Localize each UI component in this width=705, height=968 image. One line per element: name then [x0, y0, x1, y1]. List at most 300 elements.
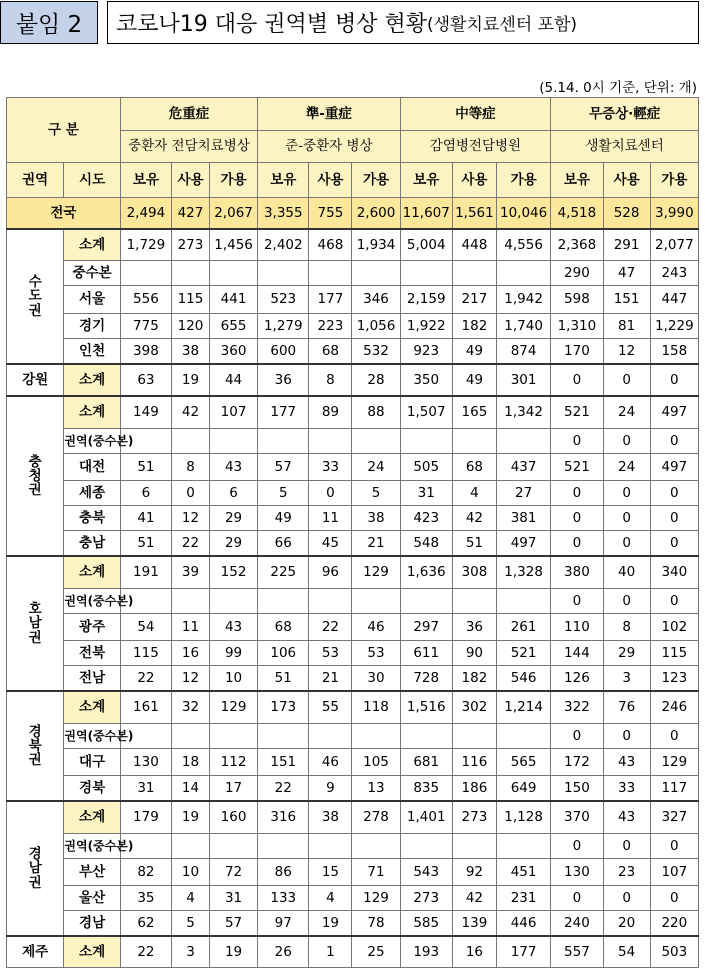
cell-value [496, 589, 550, 614]
cell-value: 1,401 [400, 801, 452, 834]
city-name: 울산 [64, 886, 120, 911]
category-moderate: 中等症 [400, 98, 551, 131]
table-row [7, 859, 699, 886]
category-semi-critical-desc: 준-중환자 병상 [258, 131, 400, 163]
attachment-label: 붙임 2 [0, 1, 98, 44]
cell-value: 116 [452, 749, 496, 776]
cell-value [400, 724, 452, 749]
cell-value: 42 [172, 396, 210, 429]
subtotal-row [7, 936, 699, 968]
cell-value: 0 [650, 531, 698, 557]
cell-value: 152 [209, 556, 257, 589]
cell-value: 78 [352, 911, 400, 937]
cell-value: 151 [258, 749, 309, 776]
cell-value: 179 [120, 801, 171, 834]
city-name: 소계 [64, 396, 120, 429]
cell-value [258, 834, 309, 859]
table-row [7, 339, 699, 365]
cell-value: 76 [603, 691, 650, 724]
cell-value: 165 [452, 396, 496, 429]
cell-value: 6 [120, 481, 171, 506]
category-critical: 危重症 [120, 98, 257, 131]
national-label: 전국 [7, 198, 121, 230]
cell-value: 0 [650, 481, 698, 506]
cell-value: 150 [551, 776, 603, 802]
cell-value: 21 [352, 531, 400, 557]
cell-value: 923 [400, 339, 452, 365]
cell-value [400, 834, 452, 859]
cell-value: 53 [352, 641, 400, 666]
cell-value: 24 [352, 454, 400, 481]
cell-value: 5 [352, 481, 400, 506]
subheader-used: 사용 [603, 163, 650, 198]
table-row [7, 614, 699, 641]
national-value: 4,518 [551, 198, 603, 230]
cell-value: 5 [258, 481, 309, 506]
cell-value: 105 [352, 749, 400, 776]
region-name [7, 364, 64, 396]
cell-value: 0 [650, 886, 698, 911]
cell-value: 129 [352, 886, 400, 911]
cell-value: 9 [309, 776, 352, 802]
cell-value: 0 [650, 589, 698, 614]
cell-value: 182 [452, 314, 496, 339]
cell-value: 89 [309, 396, 352, 429]
cell-value: 556 [120, 286, 171, 314]
city-name: 소계 [64, 801, 120, 834]
cell-value: 0 [551, 724, 603, 749]
cell-value [452, 589, 496, 614]
category-critical-desc: 중환자 전담치료병상 [120, 131, 257, 163]
city-name: 권역(중수본) [64, 834, 120, 859]
cell-value: 22 [309, 614, 352, 641]
cell-value: 36 [452, 614, 496, 641]
cell-value: 66 [258, 531, 309, 557]
cell-value: 0 [650, 724, 698, 749]
national-value: 2,067 [209, 198, 257, 230]
cell-value: 437 [496, 454, 550, 481]
cell-value: 290 [551, 261, 603, 286]
cell-value: 5 [172, 911, 210, 937]
national-value: 427 [172, 198, 210, 230]
cell-value: 0 [551, 506, 603, 531]
cell-value: 161 [120, 691, 171, 724]
cell-value: 82 [120, 859, 171, 886]
city-name: 권역(중수본) [64, 589, 120, 614]
cell-value: 273 [452, 801, 496, 834]
cell-value [209, 261, 257, 286]
city-name: 전북 [64, 641, 120, 666]
cell-value: 18 [172, 749, 210, 776]
cell-value: 543 [400, 859, 452, 886]
category-mild: 무증상·輕症 [551, 98, 699, 131]
cell-value: 96 [309, 556, 352, 589]
cell-value: 22 [172, 531, 210, 557]
cell-value: 370 [551, 801, 603, 834]
city-name: 소계 [64, 229, 120, 261]
cell-value: 24 [603, 396, 650, 429]
cell-value: 172 [551, 749, 603, 776]
cell-value [309, 261, 352, 286]
region-header: 권역 [7, 163, 64, 198]
cell-value: 29 [209, 506, 257, 531]
cell-value: 16 [172, 641, 210, 666]
cell-value: 151 [603, 286, 650, 314]
cell-value: 15 [309, 859, 352, 886]
cell-value: 346 [352, 286, 400, 314]
cell-value: 1,214 [496, 691, 550, 724]
cell-value [452, 261, 496, 286]
page-header [0, 1, 705, 47]
cell-value: 130 [551, 859, 603, 886]
cell-value [496, 834, 550, 859]
subtotal-row [7, 229, 699, 261]
reference-note: (5.14. 0시 기준, 단위: 개) [539, 80, 697, 96]
cell-value: 4 [309, 886, 352, 911]
cell-value: 2,159 [400, 286, 452, 314]
cell-value: 25 [352, 936, 400, 968]
subheader-held: 보유 [258, 163, 309, 198]
cell-value: 42 [452, 506, 496, 531]
region-name [7, 936, 64, 968]
city-name: 부산 [64, 859, 120, 886]
cell-value: 0 [650, 364, 698, 396]
cell-value: 35 [120, 886, 171, 911]
cell-value: 1,922 [400, 314, 452, 339]
cell-value: 302 [452, 691, 496, 724]
city-name: 경기 [64, 314, 120, 339]
subheader-held: 보유 [551, 163, 603, 198]
city-name: 광주 [64, 614, 120, 641]
cell-value: 38 [352, 506, 400, 531]
subheader-available: 가용 [209, 163, 257, 198]
cell-value: 0 [650, 506, 698, 531]
cell-value: 0 [551, 481, 603, 506]
cell-value: 1,229 [650, 314, 698, 339]
cell-value: 1,942 [496, 286, 550, 314]
cell-value: 158 [650, 339, 698, 365]
cell-value: 129 [650, 749, 698, 776]
cell-value: 649 [496, 776, 550, 802]
cell-value: 19 [172, 364, 210, 396]
cell-value: 1,310 [551, 314, 603, 339]
cell-value: 28 [352, 364, 400, 396]
cell-value: 19 [209, 936, 257, 968]
cell-value: 19 [309, 911, 352, 937]
region-name-text: 충청권 [28, 453, 42, 499]
cell-value: 1,636 [400, 556, 452, 589]
cell-value: 223 [309, 314, 352, 339]
cell-value: 728 [400, 666, 452, 692]
cell-value: 112 [209, 749, 257, 776]
cell-value: 217 [452, 286, 496, 314]
cell-value: 327 [650, 801, 698, 834]
cell-value: 13 [352, 776, 400, 802]
cell-value: 447 [650, 286, 698, 314]
city-name: 충북 [64, 506, 120, 531]
cell-value: 92 [452, 859, 496, 886]
cell-value [400, 261, 452, 286]
table-row [7, 911, 699, 937]
cell-value: 12 [172, 506, 210, 531]
cell-value: 874 [496, 339, 550, 365]
cell-value: 585 [400, 911, 452, 937]
cell-value: 24 [603, 454, 650, 481]
subheader-held: 보유 [400, 163, 452, 198]
cell-value: 33 [309, 454, 352, 481]
cell-value [258, 589, 309, 614]
table-row [7, 724, 699, 749]
cell-value: 681 [400, 749, 452, 776]
cell-value: 12 [603, 339, 650, 365]
cell-value: 12 [172, 666, 210, 692]
cell-value: 90 [452, 641, 496, 666]
cell-value: 49 [258, 506, 309, 531]
cell-value: 521 [496, 641, 550, 666]
cell-value: 186 [452, 776, 496, 802]
cell-value: 497 [650, 454, 698, 481]
national-value: 3,355 [258, 198, 309, 230]
cell-value: 231 [496, 886, 550, 911]
cell-value: 775 [120, 314, 171, 339]
cell-value: 0 [551, 429, 603, 454]
city-name: 소계 [64, 364, 120, 396]
cell-value: 2,077 [650, 229, 698, 261]
cell-value: 4,556 [496, 229, 550, 261]
subheader-used: 사용 [309, 163, 352, 198]
subtotal-row [7, 801, 699, 834]
cell-value: 26 [258, 936, 309, 968]
cell-value: 246 [650, 691, 698, 724]
cell-value: 291 [603, 229, 650, 261]
table-row [7, 286, 699, 314]
cell-value: 177 [309, 286, 352, 314]
region-name [7, 801, 64, 936]
cell-value: 54 [120, 614, 171, 641]
cell-value: 62 [120, 911, 171, 937]
cell-value: 5,004 [400, 229, 452, 261]
cell-value: 243 [650, 261, 698, 286]
cell-value: 39 [172, 556, 210, 589]
cell-value: 0 [309, 481, 352, 506]
cell-value: 10 [172, 859, 210, 886]
subheader-used: 사용 [452, 163, 496, 198]
cell-value [172, 834, 210, 859]
city-name: 세종 [64, 481, 120, 506]
cell-value: 144 [551, 641, 603, 666]
cell-value: 835 [400, 776, 452, 802]
cell-value [496, 429, 550, 454]
cell-value: 8 [172, 454, 210, 481]
cell-value: 261 [496, 614, 550, 641]
table-row [7, 776, 699, 802]
cell-value: 129 [209, 691, 257, 724]
cell-value: 11 [309, 506, 352, 531]
cell-value: 182 [452, 666, 496, 692]
cell-value: 99 [209, 641, 257, 666]
cell-value: 21 [309, 666, 352, 692]
cell-value: 611 [400, 641, 452, 666]
cell-value: 191 [120, 556, 171, 589]
cell-value: 120 [172, 314, 210, 339]
cell-value: 4 [452, 481, 496, 506]
table-row [7, 886, 699, 911]
cell-value: 655 [209, 314, 257, 339]
cell-value: 51 [120, 454, 171, 481]
cell-value: 0 [551, 364, 603, 396]
cell-value: 43 [209, 614, 257, 641]
city-name: 권역(중수본) [64, 724, 120, 749]
cell-value: 38 [172, 339, 210, 365]
cell-value [352, 834, 400, 859]
cell-value: 177 [496, 936, 550, 968]
cell-value: 110 [551, 614, 603, 641]
cell-value [452, 429, 496, 454]
region-name-text: 경남권 [28, 846, 42, 891]
category-mild-desc: 생활치료센터 [551, 131, 699, 163]
cell-value [496, 724, 550, 749]
cell-value: 86 [258, 859, 309, 886]
cell-value: 22 [120, 936, 171, 968]
city-name: 경북 [64, 776, 120, 802]
subtotal-row [7, 556, 699, 589]
national-value: 755 [309, 198, 352, 230]
cell-value: 8 [309, 364, 352, 396]
cell-value: 0 [603, 834, 650, 859]
cell-value: 38 [309, 801, 352, 834]
cell-value: 1,456 [209, 229, 257, 261]
city-name: 소계 [64, 556, 120, 589]
city-name: 경남 [64, 911, 120, 937]
cell-value: 565 [496, 749, 550, 776]
cell-value: 46 [309, 749, 352, 776]
cell-value: 380 [551, 556, 603, 589]
cell-value: 43 [603, 801, 650, 834]
cell-value: 220 [650, 911, 698, 937]
region-name [7, 396, 64, 556]
cell-value: 1,516 [400, 691, 452, 724]
cell-value [400, 589, 452, 614]
cell-value [309, 834, 352, 859]
cell-value: 1,279 [258, 314, 309, 339]
cell-value: 16 [452, 936, 496, 968]
cell-value [172, 261, 210, 286]
cell-value: 71 [352, 859, 400, 886]
region-name-text: 호남권 [28, 601, 42, 646]
city-name: 중수본 [64, 261, 120, 286]
city-name: 대구 [64, 749, 120, 776]
cell-value: 0 [551, 531, 603, 557]
cell-value: 1,328 [496, 556, 550, 589]
cell-value: 598 [551, 286, 603, 314]
subtotal-row [7, 396, 699, 429]
cell-value: 0 [551, 589, 603, 614]
national-value: 2,600 [352, 198, 400, 230]
category-moderate-desc: 감염병전담병원 [400, 131, 551, 163]
cell-value: 301 [496, 364, 550, 396]
region-name-text: 수도권 [28, 274, 42, 319]
city-name: 충남 [64, 531, 120, 557]
cell-value: 97 [258, 911, 309, 937]
city-name: 권역(중수본) [64, 429, 120, 454]
cell-value: 0 [603, 481, 650, 506]
cell-value: 546 [496, 666, 550, 692]
cell-value: 106 [258, 641, 309, 666]
city-name: 소계 [64, 936, 120, 968]
cell-value: 1 [309, 936, 352, 968]
cell-value: 2,368 [551, 229, 603, 261]
cell-value: 29 [603, 641, 650, 666]
city-name: 인천 [64, 339, 120, 365]
table-row [7, 531, 699, 557]
cell-value: 273 [400, 886, 452, 911]
cell-value: 17 [209, 776, 257, 802]
table-row [7, 429, 699, 454]
cell-value: 308 [452, 556, 496, 589]
cell-value: 523 [258, 286, 309, 314]
cell-value: 340 [650, 556, 698, 589]
table-row [7, 834, 699, 859]
cell-value: 51 [120, 531, 171, 557]
cell-value: 350 [400, 364, 452, 396]
table-row [7, 314, 699, 339]
cell-value: 3 [603, 666, 650, 692]
cell-value [209, 724, 257, 749]
cell-value [258, 429, 309, 454]
cell-value: 68 [452, 454, 496, 481]
cell-value: 1,934 [352, 229, 400, 261]
table-row [7, 506, 699, 531]
cell-value: 63 [120, 364, 171, 396]
cell-value: 47 [603, 261, 650, 286]
cell-value [309, 589, 352, 614]
cell-value: 36 [258, 364, 309, 396]
region-name [7, 229, 64, 364]
cell-value: 44 [209, 364, 257, 396]
cell-value: 51 [452, 531, 496, 557]
cell-value: 33 [603, 776, 650, 802]
cell-value: 57 [258, 454, 309, 481]
table-row [7, 749, 699, 776]
cell-value: 31 [120, 776, 171, 802]
cell-value: 1,342 [496, 396, 550, 429]
cell-value: 557 [551, 936, 603, 968]
cell-value: 2,402 [258, 229, 309, 261]
cell-value: 8 [603, 614, 650, 641]
cell-value: 22 [258, 776, 309, 802]
subheader-available: 가용 [496, 163, 550, 198]
region-name-text: 강원 [22, 371, 49, 388]
subtotal-row [7, 691, 699, 724]
cell-value: 43 [209, 454, 257, 481]
cell-value: 51 [258, 666, 309, 692]
cell-value [172, 589, 210, 614]
cell-value: 173 [258, 691, 309, 724]
cell-value: 115 [172, 286, 210, 314]
category-semi-critical: 準-重症 [258, 98, 400, 131]
table-row [7, 261, 699, 286]
cell-value: 126 [551, 666, 603, 692]
cell-value: 497 [650, 396, 698, 429]
cell-value [258, 261, 309, 286]
group-header: 구 분 [7, 98, 121, 163]
cell-value [172, 429, 210, 454]
cell-value: 53 [309, 641, 352, 666]
cell-value: 23 [603, 859, 650, 886]
cell-value: 297 [400, 614, 452, 641]
cell-value: 20 [603, 911, 650, 937]
cell-value [496, 261, 550, 286]
